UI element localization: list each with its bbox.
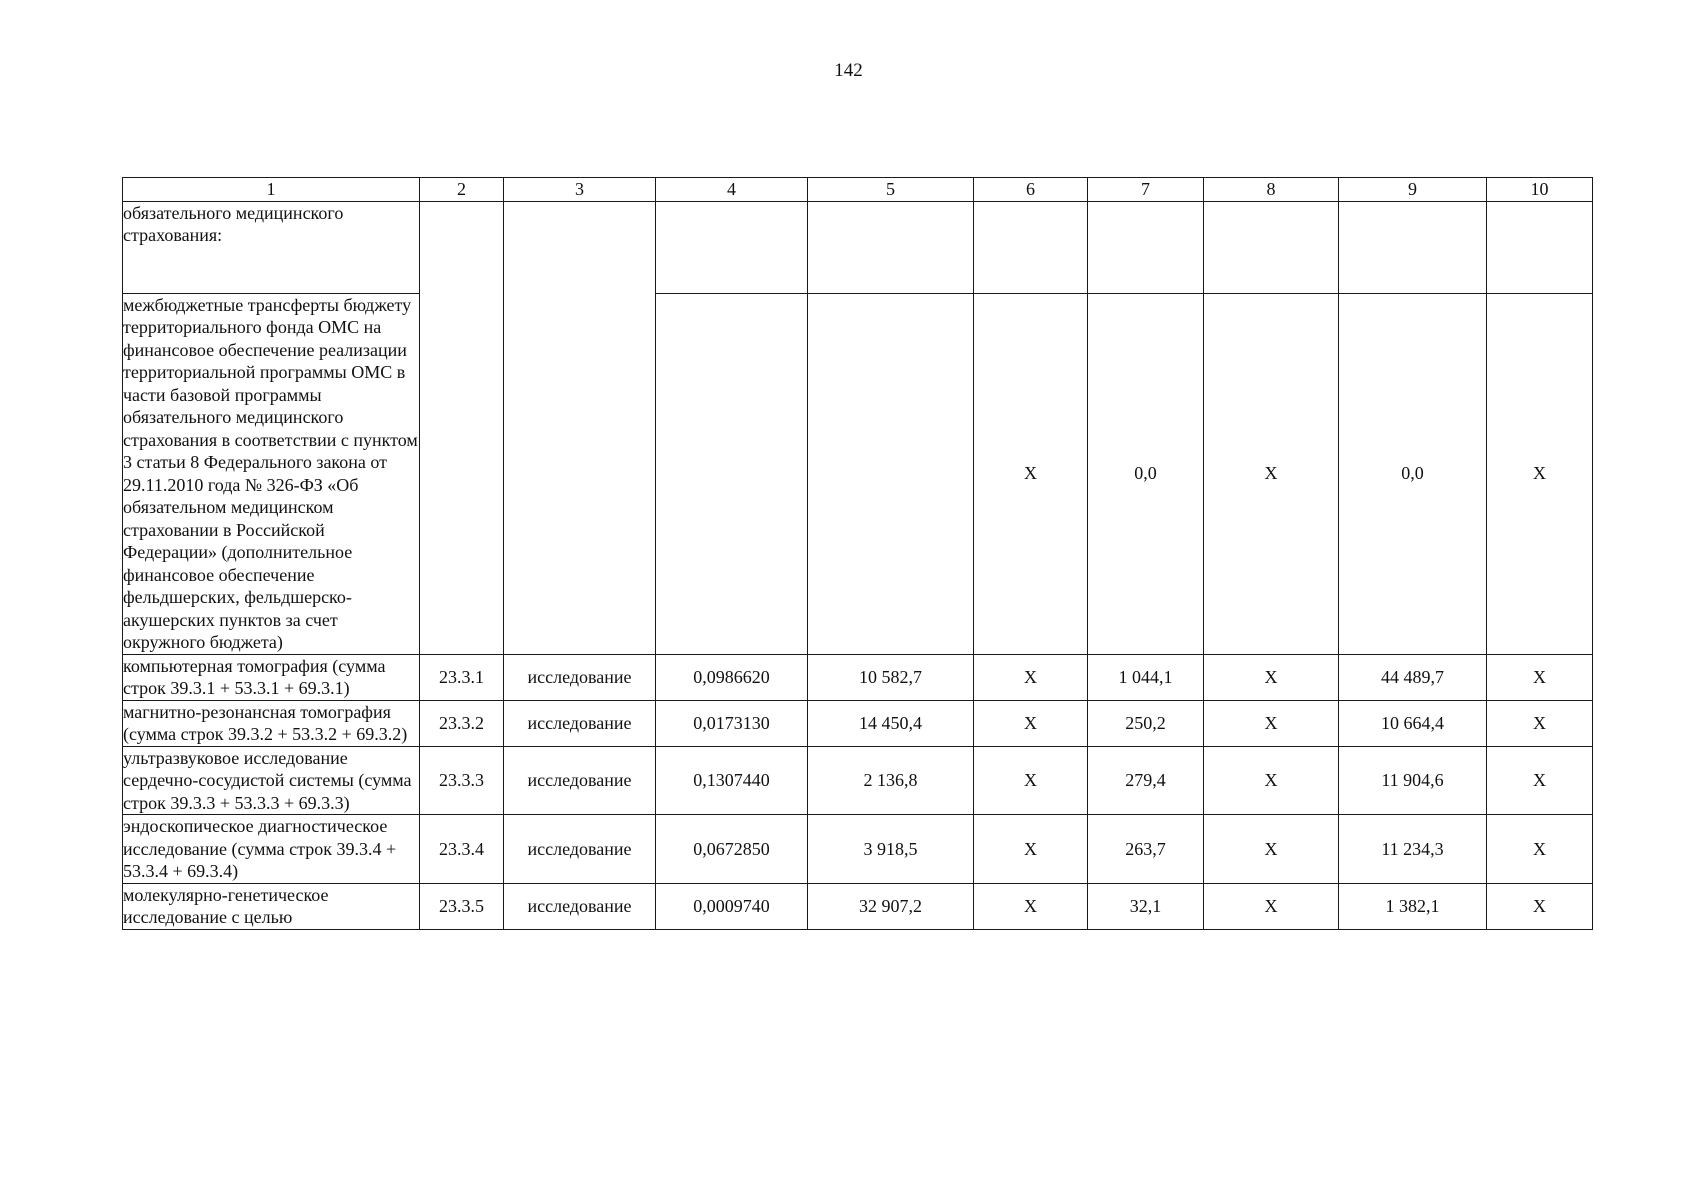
row-description: межбюджетные трансферты бюджету территориального фонда ОМС на финансовое обеспечение реализации территориальной программы ОМС в части базовой программы обязательного медицинского страхования в соответствии с пунктом 3 статьи 8 Федерального закона от 29.11.2010 года № 326-ФЗ «Об обязательном медицинском страховании в Российской Федерации» (дополнительное финансовое обеспечение фельдшерских, фельдшерско-акушерских пунктов за счет окружного бюджета) [123, 294, 418, 652]
table-row [123, 293, 1593, 654]
cell-col-6: Х [974, 746, 1088, 815]
empty-cell [656, 201, 808, 293]
empty-cell [1339, 201, 1487, 293]
cell-col-7: 279,4 [1088, 746, 1204, 815]
column-number: 9 [1339, 178, 1487, 202]
cell-col-10: Х [1487, 700, 1593, 746]
table-row [123, 700, 1593, 746]
empty-cell [504, 201, 656, 654]
cell-unit: исследование [504, 700, 656, 746]
column-number: 1 [123, 178, 420, 202]
cell-col-10: Х [1487, 883, 1593, 929]
cell-col-5: 10 582,7 [808, 654, 974, 700]
row-description: компьютерная томография (сумма строк 39.3.1 + 53.3.1 + 69.3.1) [123, 654, 420, 700]
budget-table [122, 177, 1593, 930]
cell-col-9: 0,0 [1339, 293, 1487, 654]
cell-col-5: 3 918,5 [808, 815, 974, 884]
column-number: 6 [974, 178, 1088, 202]
row-description: магнитно-резонансная томография (сумма строк 39.3.2 + 53.3.2 + 69.3.2) [123, 700, 420, 746]
cell-col-9: 1 382,1 [1339, 883, 1487, 929]
row-description: обязательного медицинского страхования: [123, 201, 420, 293]
cell-col-4: 0,0672850 [656, 815, 808, 884]
column-number: 4 [656, 178, 808, 202]
cell-col-6: Х [974, 293, 1088, 654]
row-description: молекулярно-генетическое исследование с целью [123, 883, 420, 929]
column-number: 10 [1487, 178, 1593, 202]
cell-col-6: Х [974, 883, 1088, 929]
column-number-row [123, 178, 1593, 202]
column-number: 7 [1088, 178, 1204, 202]
cell-col-8: Х [1204, 883, 1339, 929]
column-number: 3 [504, 178, 656, 202]
cell-col-9: 11 904,6 [1339, 746, 1487, 815]
cell-row-code: 23.3.4 [420, 815, 504, 884]
cell-col-7: 250,2 [1088, 700, 1204, 746]
cell-col-7: 0,0 [1088, 293, 1204, 654]
cell-col-10: Х [1487, 815, 1593, 884]
empty-cell [808, 201, 974, 293]
table-row [123, 815, 1593, 884]
table-row [123, 883, 1593, 929]
empty-cell [974, 201, 1088, 293]
cell-row-code: 23.3.2 [420, 700, 504, 746]
cell-col-6: Х [974, 815, 1088, 884]
cell-col-4: 0,1307440 [656, 746, 808, 815]
empty-cell [808, 293, 974, 654]
cell-col-8: Х [1204, 815, 1339, 884]
cell-col-8: Х [1204, 700, 1339, 746]
cell-row-code: 23.3.3 [420, 746, 504, 815]
table-row [123, 201, 1593, 293]
empty-cell [420, 201, 504, 654]
empty-cell [1088, 201, 1204, 293]
cell-col-6: Х [974, 654, 1088, 700]
cell-col-8: Х [1204, 293, 1339, 654]
cell-col-9: 11 234,3 [1339, 815, 1487, 884]
cell-unit: исследование [504, 815, 656, 884]
cell-col-7: 32,1 [1088, 883, 1204, 929]
cell-col-4: 0,0173130 [656, 700, 808, 746]
cell-col-4: 0,0009740 [656, 883, 808, 929]
page-number: 142 [834, 60, 863, 81]
cell-col-9: 44 489,7 [1339, 654, 1487, 700]
column-number: 2 [420, 178, 504, 202]
empty-cell [656, 293, 808, 654]
column-number: 8 [1204, 178, 1339, 202]
cell-unit: исследование [504, 883, 656, 929]
cell-row-code: 23.3.5 [420, 883, 504, 929]
cell-col-8: Х [1204, 654, 1339, 700]
cell-row-code: 23.3.1 [420, 654, 504, 700]
cell-col-4: 0,0986620 [656, 654, 808, 700]
cell-col-7: 1 044,1 [1088, 654, 1204, 700]
cell-unit: исследование [504, 654, 656, 700]
cell-col-6: Х [974, 700, 1088, 746]
table-row [123, 654, 1593, 700]
cell-col-10: Х [1487, 654, 1593, 700]
cell-col-5: 32 907,2 [808, 883, 974, 929]
cell-unit: исследование [504, 746, 656, 815]
cell-col-5: 14 450,4 [808, 700, 974, 746]
cell-col-10: Х [1487, 746, 1593, 815]
cell-col-5: 2 136,8 [808, 746, 974, 815]
empty-cell [1487, 201, 1593, 293]
cell-col-9: 10 664,4 [1339, 700, 1487, 746]
empty-cell [1204, 201, 1339, 293]
column-number: 5 [808, 178, 974, 202]
row-description: эндоскопическое диагностическое исследование (сумма строк 39.3.4 + 53.3.4 + 69.3.4) [123, 815, 420, 884]
table-row [123, 746, 1593, 815]
cell-col-7: 263,7 [1088, 815, 1204, 884]
cell-col-10: Х [1487, 293, 1593, 654]
cell-col-8: Х [1204, 746, 1339, 815]
row-description: ультразвуковое исследование сердечно-сосудистой системы (сумма строк 39.3.3 + 53.3.3 + 69.3.3) [123, 746, 420, 815]
